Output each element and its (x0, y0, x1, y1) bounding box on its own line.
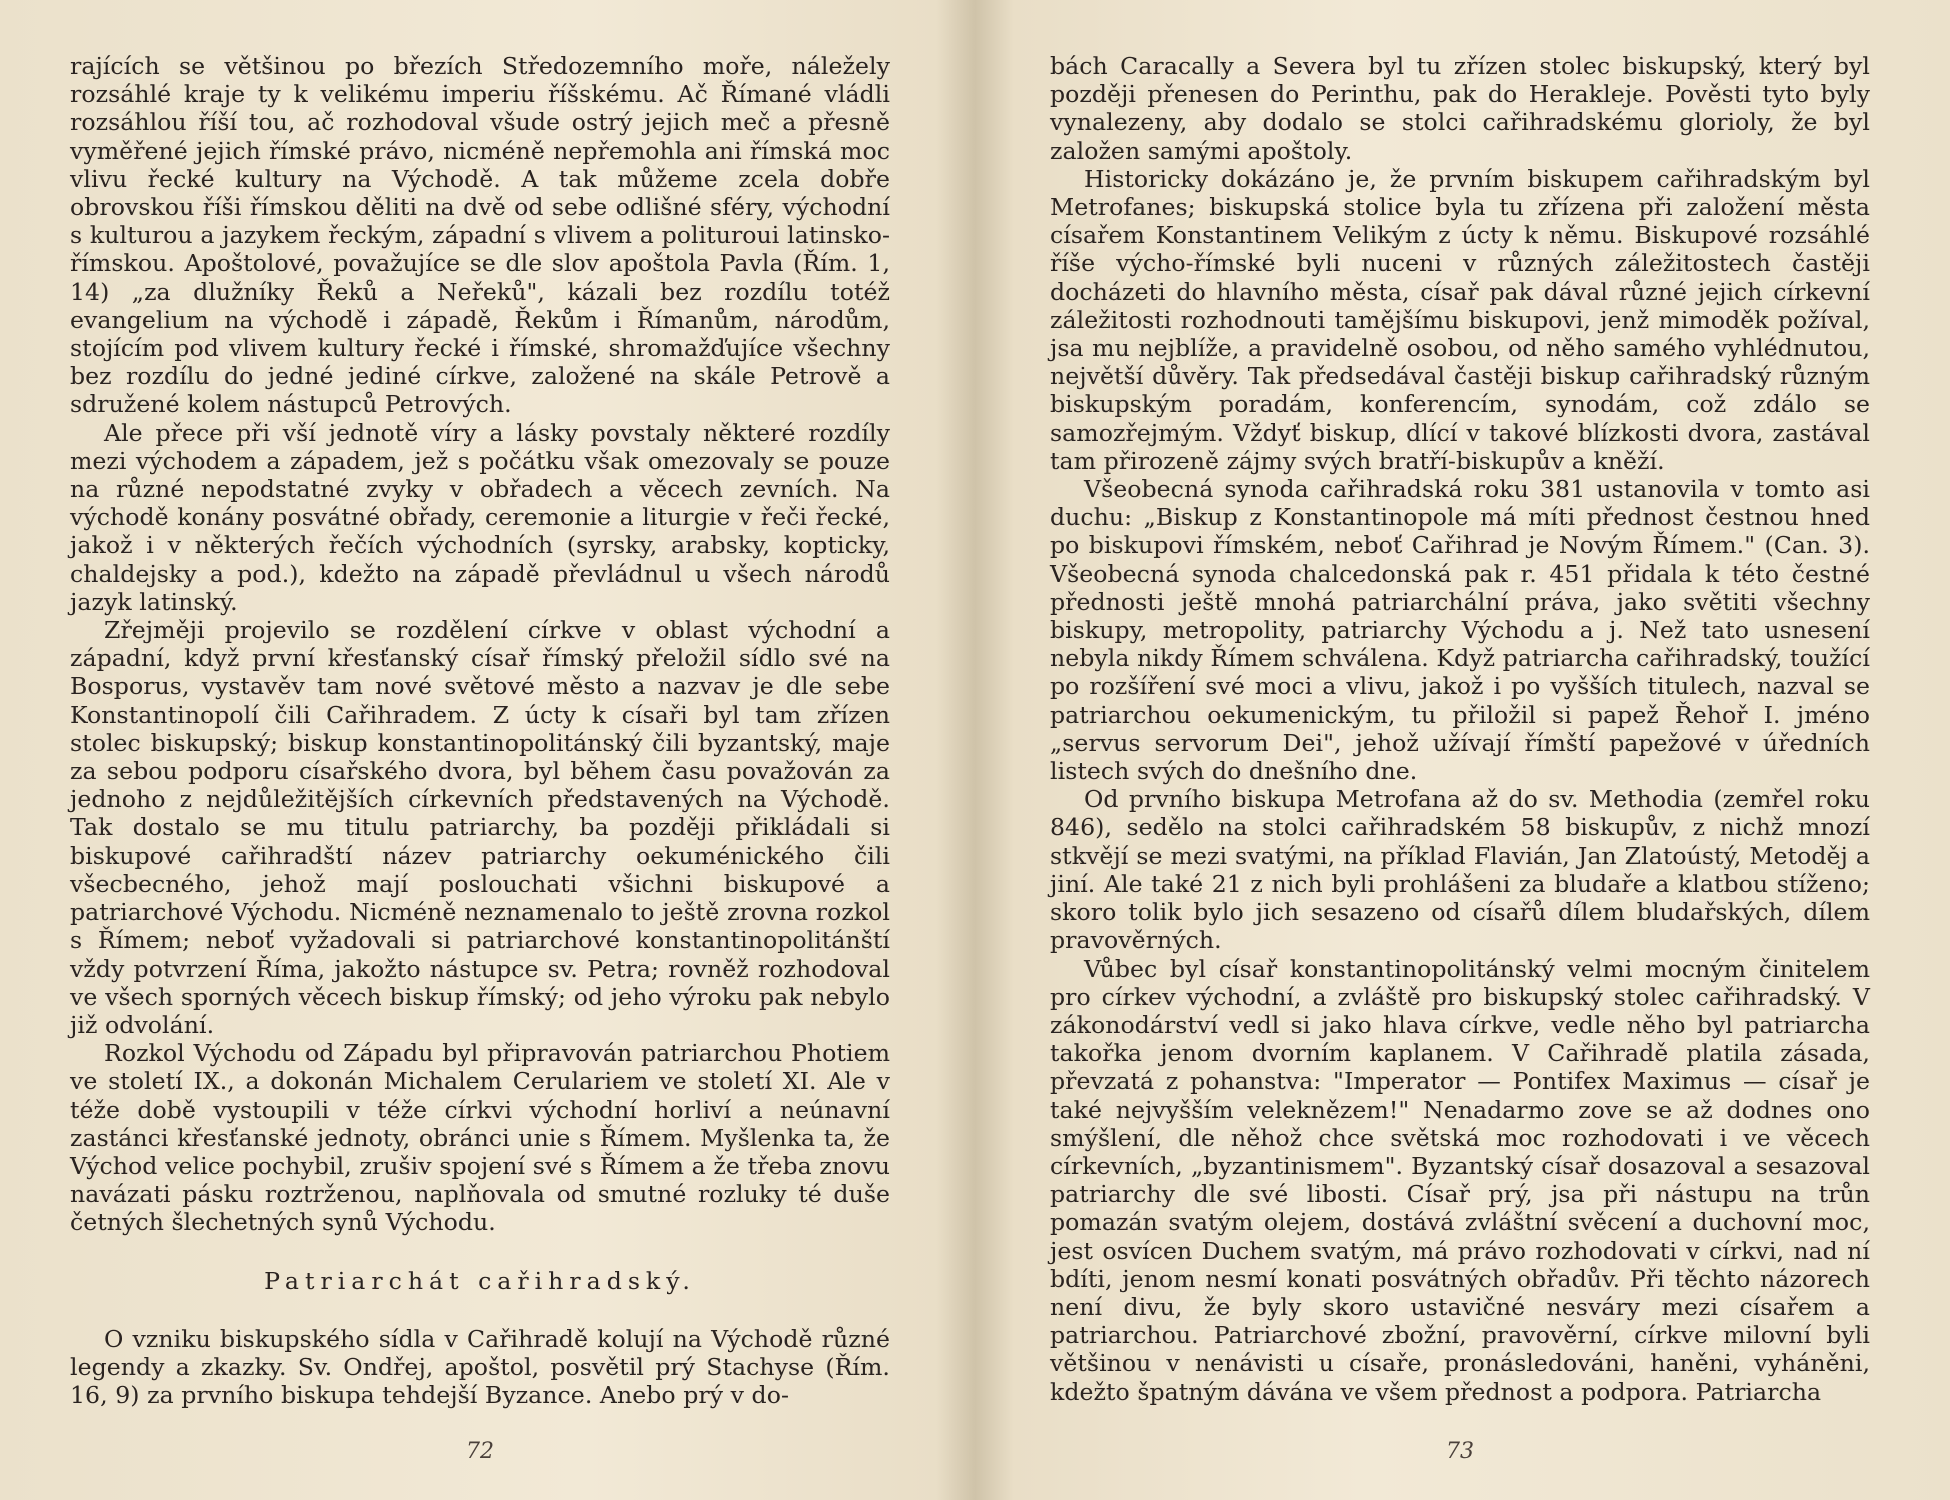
section-heading: Patriarchát cařihradský. (264, 1266, 696, 1295)
right-page (1050, 52, 1870, 1472)
left-page (70, 52, 890, 1472)
paragraph: O vzniku biskupského sídla v Cařihradě kolují na Východě různé legendy a zkazky. Sv. Ondřej, apoštol, posvětil prý Stachyse (Řím. 16, 9) za prvního biskupa tehdejší Byzance. Anebo prý v do- (70, 1324, 890, 1410)
paragraph: rajících se většinou po březích Středozemního moře, náležely rozsáhlé kraje ty k velikému imperiu říšskému. Ač Římané vládli rozsáhlou říší tou, ač rozhodoval všude ostrý jejich meč a přesně vyměřené jejich římské právo, nicméně nepřemohla ani římská moc vlivu řecké kultury na Východě. A tak můžeme zcela dobře obrovskou říši římskou děliti na dvě od sebe odlišné sféry, východní s kulturou a jazykem řeckým, západní s vlivem a polituroui latinsko-římskou. Apoštolové, považujíce se dle slov apoštola Pavla (Řím. 1, 14) „za dlužníky Řeků a Neřeků", kázali bez rozdílu totéž evangelium na východě i západě, Řekům i Římanům, národům, stojícím pod vlivem kultury řecké i římské, shromažďujíce všechny bez rozdílu do jedné jediné církve, založené na skále Petrově a sdružené kolem nástupců Petrových. (70, 52, 890, 419)
page-number: 73 (1446, 1439, 1474, 1464)
right-page-text (1050, 52, 1870, 1406)
paragraph: Ale přece při vší jednotě víry a lásky povstaly některé rozdíly mezi východem a západem, jež s počátku však omezovaly se pouze na různé nepodstatné zvyky v obřadech a věcech zevních. Na východě konány posvátné obřady, ceremonie a liturgie v řeči řecké, jakož i v některých řečích východních (syrsky, arabsky, kopticky, chaldejsky a pod.), kdežto na západě převládnul u všech národů jazyk latinský. (70, 418, 890, 616)
left-page-text (70, 52, 890, 1409)
paragraph: Zřejměji projevilo se rozdělení církve v oblast východní a západní, když první křesťanský císař římský přeložil sídlo své na Bosporus, vystavěv tam nové světové město a nazvav je dle sebe Konstantinopolí čili Cařihradem. Z úcty k císaři byl tam zřízen stolec biskupský; biskup konstantinopolitánský čili byzantský, maje za sebou podporu císařského dvora, byl během času považován za jednoho z nejdůležitějších církevních představených na Východě. Tak dostalo se mu titulu patriarchy, ba později přikládali si biskupové cařihradští název patriarchy oekuménického čili všecbecného, jehož mají poslouchati všichni biskupové a patriarchové Východu. Nicméně neznamenalo to ještě zrovna rozkol s Římem; neboť vyžadovali si patriarchové konstantinopolitánští vždy potvrzení Říma, jakožto nástupce sv. Petra; rovněž rozhodoval ve všech sporných věcech biskup římský; od jeho výroku pak nebylo již odvolání. (70, 616, 890, 1039)
paragraph: Vůbec byl císař konstantinopolitánský velmi mocným činitelem pro církev východní, a zvláště pro biskupský stolec cařihradský. V zákonodárství vedl si jako hlava církve, vedle něho byl patriarcha takořka jenom dvorním kaplanem. V Cařihradě platila zásada, převzatá z pohanstva: "Imperator — Pontifex Maximus — císař je také nejvyšším veleknězem!" Nenadarmo zove se až dodnes ono smýšlení, dle něhož chce světská moc rozhodovati i ve věcech církevních, „byzantinismem". Byzantský císař dosazoval a sesazoval patriarchy dle své libosti. Císař prý, jsa při nástupu na trůn pomazán svatým olejem, dostává zvláštní svěcení a duchovní moc, jest osvícen Duchem svatým, má právo rozhodovati v církvi, nad ní bdíti, jenom nesmí konati posvátných obřadův. Při těchto názorech není divu, že byly skoro ustavičné nesváry mezi císařem a patriarchou. Patriarchové zbožní, pravověrní, církve milovní byli většinou v nenávisti u císaře, pronásledováni, haněni, vyháněni, kdežto špatným dávána ve všem přednost a podpora. Patriarcha (1050, 954, 1870, 1406)
paragraph: bách Caracally a Severa byl tu zřízen stolec biskupský, který byl později přenesen do Perinthu, pak do Herakleje. Pověsti tyto byly vynalezeny, aby dodalo se stolci cařihradskému glorioly, že byl založen samými apoštoly. (1050, 52, 1870, 165)
paragraph: Rozkol Východu od Západu byl připravován patriarchou Photiem ve století IX., a dokonán Michalem Cerulariem ve století XI. Ale v téže době vystoupili v téže církvi východní horliví a neúnavní zastánci křesťanské jednoty, obránci unie s Římem. Myšlenka ta, že Východ velice pochybil, zrušiv spojení své s Římem a že třeba znovu navázati pásku roztrženou, naplňovala od smutné rozluky té duše četných šlechetných synů Východu. (70, 1039, 890, 1237)
paragraph: Od prvního biskupa Metrofana až do sv. Methodia (zemřel roku 846), sedělo na stolci cařihradském 58 biskupův, z nichž mnozí stkvějí se mezi svatými, na příklad Flavián, Jan Zlatoústý, Metoděj a jiní. Ale také 21 z nich byli prohlášeni za bludaře a klatbou stíženo; skoro tolik bylo jich sesazeno od císařů dílem bludařských, dílem pravověrných. (1050, 785, 1870, 955)
paragraph: Všeobecná synoda cařihradská roku 381 ustanovila v tomto asi duchu: „Biskup z Konstantinopole má míti přednost čestnou hned po biskupovi římském, neboť Cařihrad je Novým Římem." (Can. 3). Všeobecná synoda chalcedonská pak r. 451 přidala k této čestné přednosti ještě mnohá patriarchální práva, jako světiti všechny biskupy, metropolity, patriarchy Východu a j. Než tato usnesení nebyla nikdy Římem schválena. Když patriarcha cařihradský, toužící po rozšíření své moci a vlivu, jakož i po vyšších titulech, nazval se patriarchou oekumenickým, tu přiložil si papež Řehoř I. jméno „servus servorum Dei", jehož užívají římští papežové v úředních listech svých do dnešního dne. (1050, 475, 1870, 786)
page-number: 72 (466, 1439, 494, 1464)
paragraph: Historicky dokázáno je, že prvním biskupem cařihradským byl Metrofanes; biskupská stolice byla tu zřízena při založení města císařem Konstantinem Velikým z úcty k němu. Biskupové rozsáhlé říše výcho-římské byli nuceni v různých záležitostech častěji docházeti do hlavního města, císař pak dával různé jejich církevní záležitosti rozhodnouti tamějšímu biskupovi, jenž mimoděk požíval, jsa mu nejblíže, a pravidelně osobou, od něho samého vyhlédnutou, největší důvěry. Tak předsedával častěji biskup cařihradský různým biskupským poradám, konferencím, synodám, což zdálo se samozřejmým. Vždyť biskup, dlící v takové blízkosti dvora, zastával tam přirozeně zájmy svých bratří-biskupův a kněží. (1050, 164, 1870, 475)
